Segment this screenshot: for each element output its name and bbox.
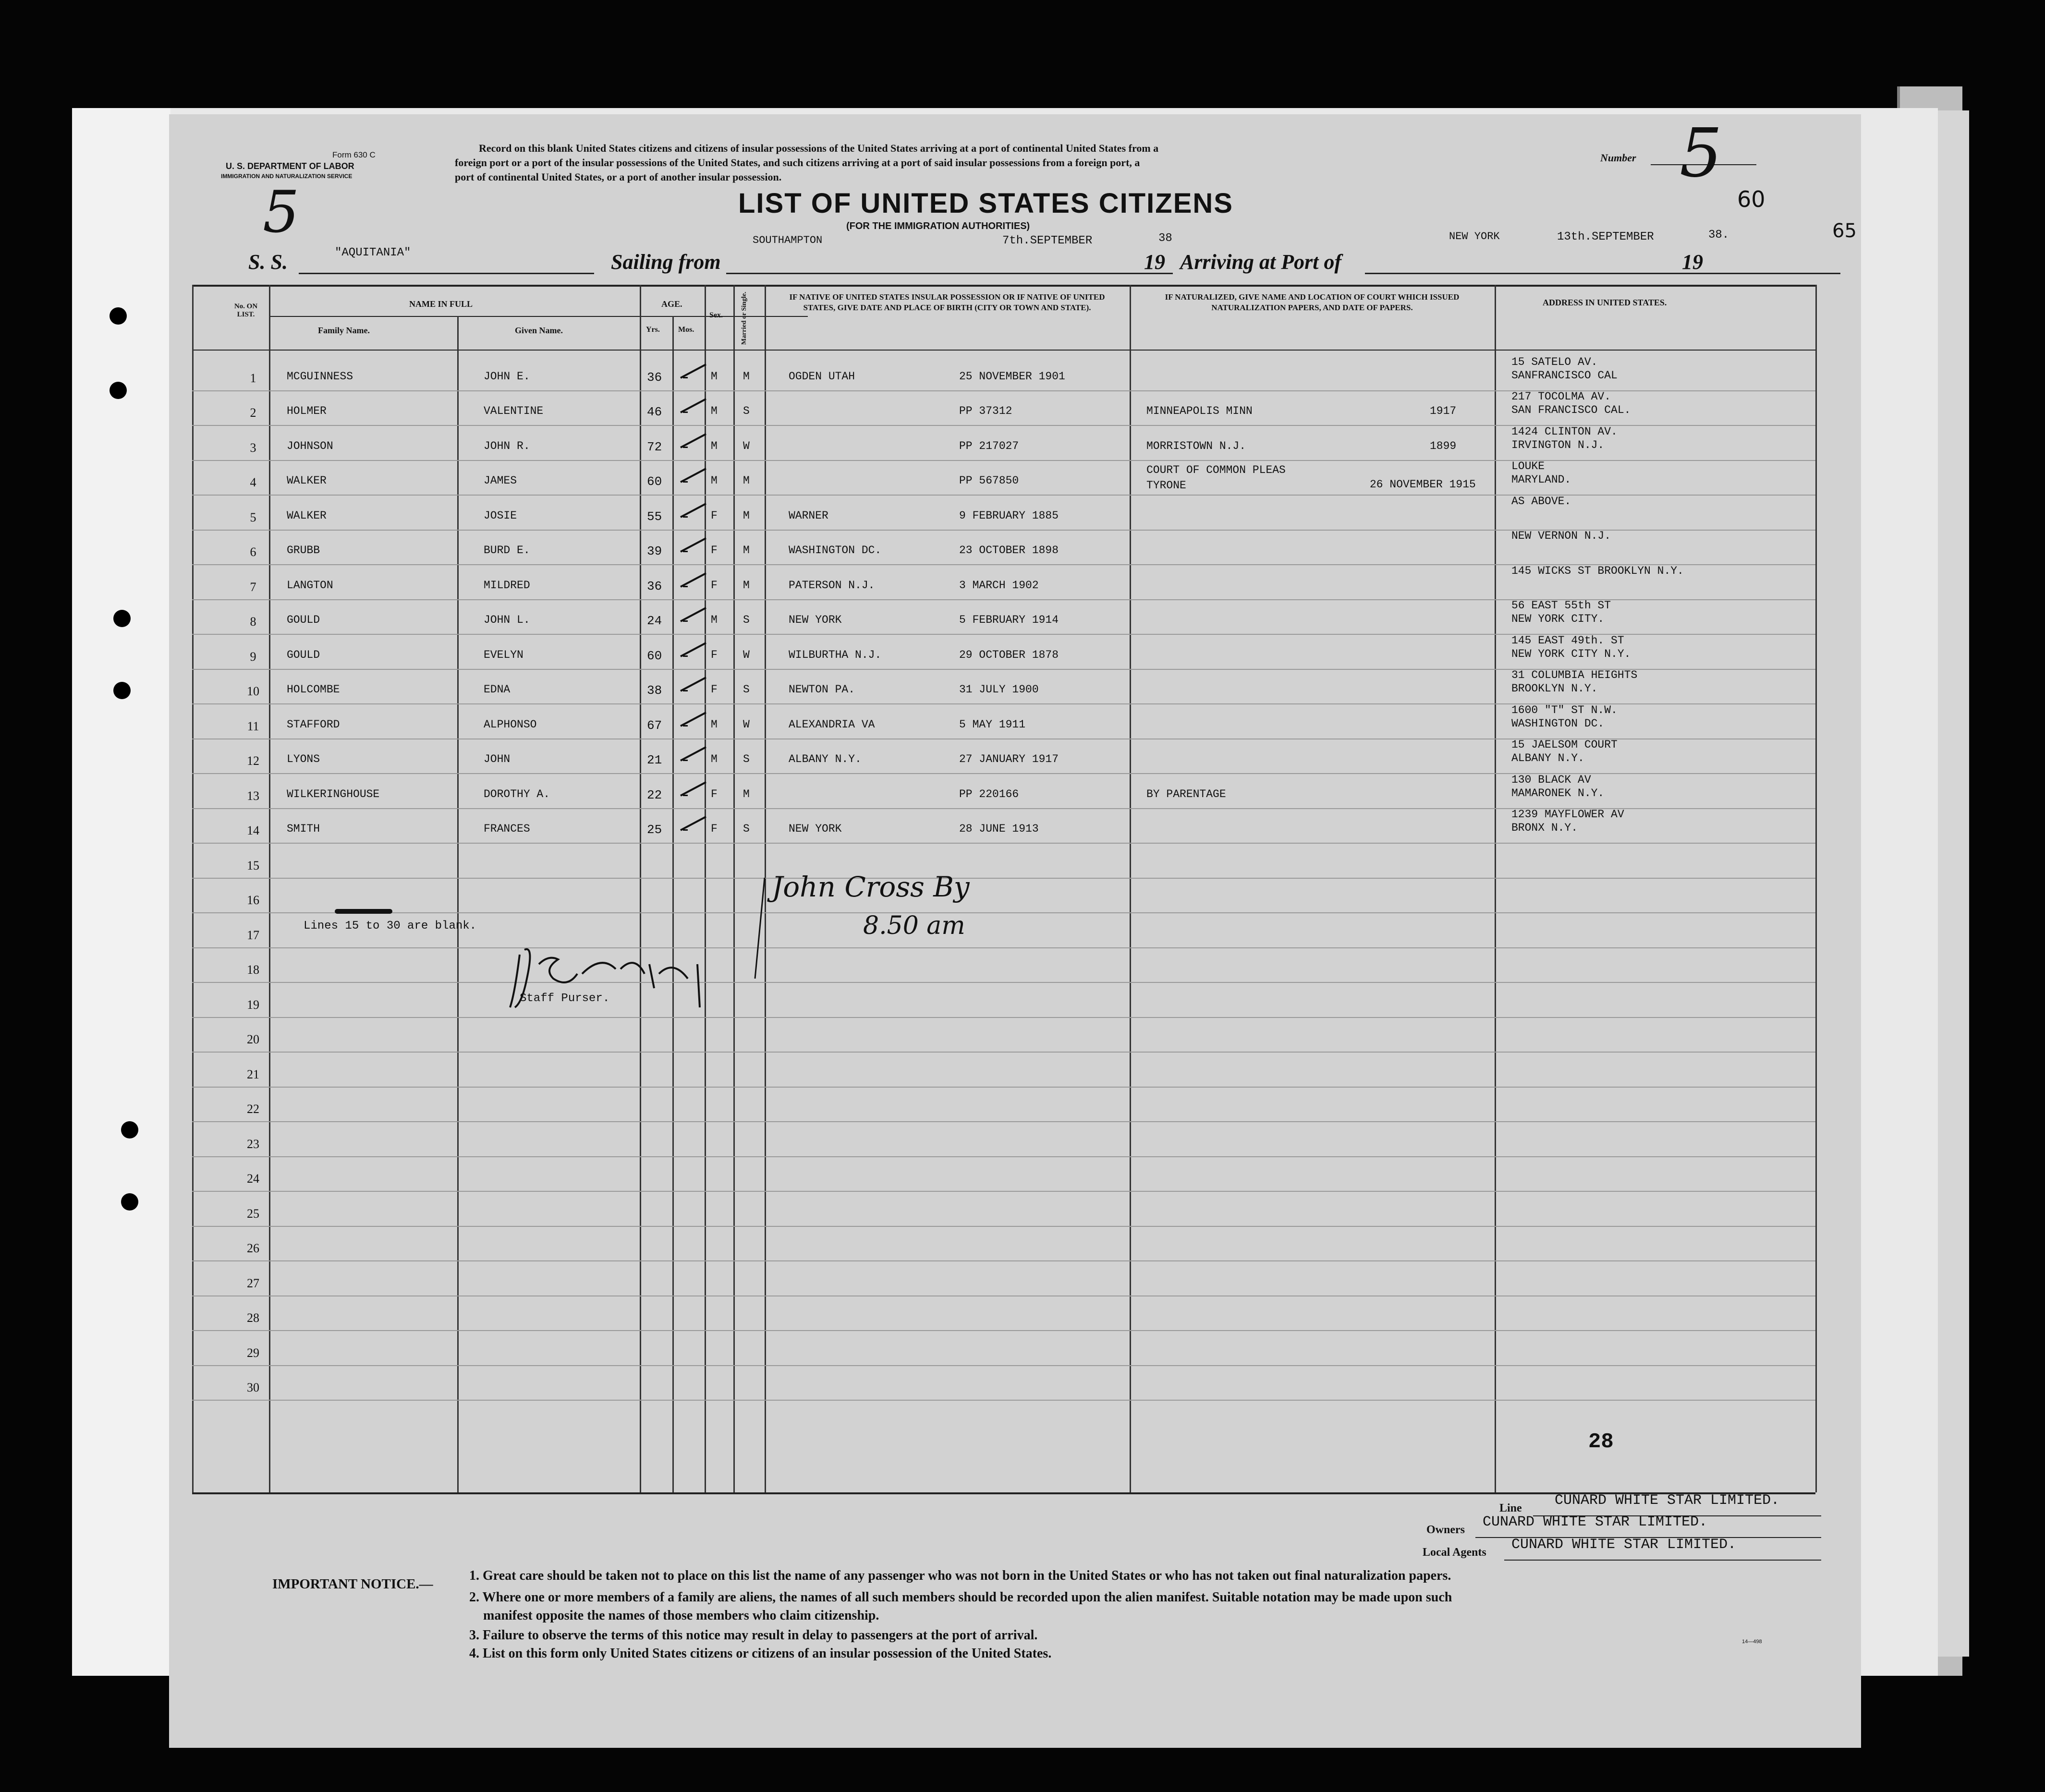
check-mark	[680, 363, 706, 379]
family-name: JOHNSON	[287, 440, 333, 452]
check-mark	[680, 433, 706, 448]
row-rule	[192, 1121, 1815, 1122]
blank-row-number: 20	[247, 1032, 259, 1046]
blank-row-number: 15	[247, 859, 259, 872]
notice-item-2b: manifest opposite the names of those members who claim citizenship.	[483, 1608, 879, 1623]
given-name: JOHN R.	[484, 440, 530, 452]
given-name: EDNA	[484, 683, 511, 696]
row-rule	[192, 912, 1815, 913]
blank-row-number: 26	[247, 1241, 259, 1255]
address-line-1: LOUKE	[1511, 460, 1545, 472]
check-mark	[680, 468, 706, 483]
arriving-label: Arriving at Port of	[1180, 250, 1342, 274]
col-line	[733, 285, 735, 1492]
naturalization-place: MORRISTOWN N.J.	[1146, 440, 1246, 452]
sex: F	[711, 509, 718, 522]
col-line	[672, 316, 674, 1492]
col-header-family: Family Name.	[318, 326, 370, 335]
col-header-address: ADDRESS IN UNITED STATES.	[1543, 298, 1667, 307]
citizens-list-form	[169, 114, 1861, 1748]
family-name: WALKER	[287, 509, 327, 522]
col-header-age: AGE.	[661, 299, 682, 309]
address-line-2: BRONX N.Y.	[1511, 822, 1578, 834]
marital-status: W	[743, 440, 750, 452]
check-mark	[680, 642, 706, 657]
address-line-2: SAN FRANCISCO CAL.	[1511, 404, 1631, 416]
row-rule	[192, 460, 1815, 461]
marital-status: S	[743, 823, 750, 835]
row-number: 14	[247, 823, 259, 837]
row-number: 5	[250, 510, 256, 524]
naturalization-place: BY PARENTAGE	[1146, 788, 1226, 800]
address-line-1: 15 JAELSOM COURT	[1511, 739, 1618, 751]
given-name: MILDRED	[484, 579, 530, 592]
birth-date: PP 217027	[959, 440, 1019, 452]
form-title: LIST OF UNITED STATES CITIZENS	[738, 188, 1233, 219]
col-line	[640, 285, 641, 1492]
notice-item-2: 2. Where one or more members of a family are aliens, the names of all such members should be recorded upon the alien manifest. Suitable notation may be made upon such	[469, 1590, 1452, 1605]
age-years: 22	[647, 788, 662, 802]
col-line	[705, 285, 706, 1492]
birth-place: PATERSON N.J.	[789, 579, 875, 592]
address-line-1: 1600 "T" ST N.W.	[1511, 704, 1618, 716]
agents-rule	[1504, 1560, 1821, 1561]
blank-row-number: 29	[247, 1346, 259, 1360]
row-rule	[192, 1365, 1815, 1366]
birth-place: WARNER	[789, 509, 828, 522]
row-number: 10	[247, 684, 259, 698]
row-rule	[192, 982, 1815, 983]
birth-date: 28 JUNE 1913	[959, 823, 1039, 835]
given-name: ALPHONSO	[484, 718, 537, 731]
given-name: VALENTINE	[484, 405, 544, 417]
age-years: 72	[647, 440, 662, 454]
marital-status: S	[743, 683, 750, 696]
sex: F	[711, 544, 718, 557]
family-name: MCGUINNESS	[287, 370, 353, 383]
marital-status: M	[743, 544, 750, 557]
marital-status: W	[743, 718, 750, 731]
row-rule	[192, 843, 1815, 844]
ship-name: "AQUITANIA"	[335, 246, 411, 259]
given-name: BURD E.	[484, 544, 530, 557]
sex: F	[711, 788, 718, 800]
given-name: EVELYN	[484, 649, 523, 661]
birth-date: PP 567850	[959, 474, 1019, 487]
page-mark-5: 5	[263, 179, 300, 246]
header-bottom-rule	[192, 350, 1815, 351]
address-line-2: NEW YORK CITY.	[1511, 613, 1605, 625]
row-number: 9	[250, 650, 256, 664]
col-line	[269, 285, 270, 1492]
name-subheader-rule	[270, 316, 808, 317]
family-name: GOULD	[287, 649, 320, 661]
family-name: SMITH	[287, 823, 320, 835]
marital-status: M	[743, 579, 750, 592]
col-line	[1130, 285, 1131, 1492]
row-rule	[192, 1226, 1815, 1227]
birth-date: 25 NOVEMBER 1901	[959, 370, 1065, 383]
col-line	[1815, 285, 1817, 1492]
marital-status: S	[743, 753, 750, 765]
form-header	[169, 114, 1861, 285]
family-name: HOLCOMBE	[287, 683, 340, 696]
sex: F	[711, 823, 718, 835]
check-mark	[680, 712, 706, 727]
col-header-sex: Sex.	[709, 311, 723, 319]
family-name: LANGTON	[287, 579, 333, 592]
row-number: 3	[250, 441, 256, 455]
address-line-2: BROOKLYN N.Y.	[1511, 682, 1598, 695]
arriving-rule	[1365, 273, 1840, 274]
notice-item-1: 1. Great care should be taken not to place on this list the name of any passenger who was not born in the United States or who has not taken out final naturalization papers.	[469, 1568, 1451, 1583]
sex: M	[711, 718, 718, 731]
blank-row-number: 28	[247, 1311, 259, 1325]
check-mark	[680, 677, 706, 692]
notice-item-3: 3. Failure to observe the terms of this notice may result in delay to passengers at the port of arrival.	[469, 1628, 1038, 1643]
col-header-given: Given Name.	[515, 326, 563, 335]
age-years: 55	[647, 509, 662, 524]
family-name: WILKERINGHOUSE	[287, 788, 380, 800]
check-mark	[680, 816, 706, 831]
agents-label: Local Agents	[1423, 1546, 1486, 1559]
age-years: 67	[647, 718, 662, 733]
naturalization-place: MINNEAPOLIS MINN	[1146, 405, 1253, 417]
blank-row-number: 21	[247, 1067, 259, 1081]
given-name: JOHN	[484, 753, 511, 765]
row-number: 8	[250, 615, 256, 629]
birth-date: 29 OCTOBER 1878	[959, 649, 1059, 661]
line-label: Line	[1499, 1502, 1522, 1514]
check-mark	[680, 503, 706, 518]
family-name: LYONS	[287, 753, 320, 765]
punch-hole	[113, 610, 131, 627]
birth-place: NEWTON PA.	[789, 683, 855, 696]
strike-mark	[335, 909, 392, 914]
blank-row-number: 27	[247, 1276, 259, 1290]
address-line-1: 130 BLACK AV	[1511, 774, 1591, 786]
row-rule	[192, 947, 1815, 948]
sex: F	[711, 649, 718, 661]
age-years: 21	[647, 753, 662, 767]
port-from: SOUTHAMPTON	[753, 234, 823, 246]
address-line-2: SANFRANCISCO CAL	[1511, 369, 1618, 382]
binding-strip	[72, 108, 170, 1676]
family-name: GRUBB	[287, 544, 320, 557]
age-years: 38	[647, 683, 662, 698]
age-years: 36	[647, 370, 662, 385]
naturalization-place: COURT OF COMMON PLEAS	[1146, 464, 1286, 476]
birth-date: 5 MAY 1911	[959, 718, 1026, 731]
given-name: JOSIE	[484, 509, 517, 522]
punch-hole	[110, 382, 127, 399]
instruction-line-2: foreign port or a port of the insular possessions of the United States, and such citizens arriving at a port of said insular possessions from a foreign port, a	[455, 157, 1140, 169]
col-line	[192, 285, 194, 1492]
year-prefix-from: 19	[1144, 250, 1165, 274]
birth-place: ALEXANDRIA VA	[789, 718, 875, 731]
page-mark-60: 60	[1737, 186, 1765, 212]
address-line-1: 217 TOCOLMA AV.	[1511, 390, 1611, 403]
birth-date: PP 37312	[959, 405, 1012, 417]
year-prefix-to: 19	[1682, 250, 1703, 274]
staff-purser-title: Staff Purser.	[520, 992, 610, 1005]
sex: M	[711, 753, 718, 765]
blank-row-number: 17	[247, 928, 259, 942]
marital-status: W	[743, 649, 750, 661]
table-top-rule	[192, 285, 1815, 287]
row-rule	[192, 878, 1815, 879]
owners-label: Owners	[1426, 1524, 1465, 1536]
age-years: 46	[647, 405, 662, 419]
birth-date: 9 FEBRUARY 1885	[959, 509, 1059, 522]
blank-row-number: 25	[247, 1207, 259, 1221]
notice-label: IMPORTANT NOTICE.—	[272, 1576, 433, 1592]
check-mark	[680, 537, 706, 553]
naturalization-date: 1899	[1430, 440, 1457, 452]
line-value: CUNARD WHITE STAR LIMITED.	[1555, 1492, 1780, 1509]
age-years: 39	[647, 544, 662, 558]
address-line-2: MARYLAND.	[1511, 473, 1571, 486]
age-years: 60	[647, 474, 662, 489]
address-line-1: 56 EAST 55th ST	[1511, 599, 1611, 612]
check-mark	[680, 746, 706, 762]
year-from: 38	[1158, 232, 1172, 245]
row-rule	[192, 1156, 1815, 1157]
punch-hole	[121, 1193, 138, 1211]
row-rule	[192, 1330, 1815, 1331]
marital-status: M	[743, 509, 750, 522]
address-line-1: 145 WICKS ST BROOKLYN N.Y.	[1511, 565, 1684, 577]
age-years: 60	[647, 649, 662, 663]
address-line-1: AS ABOVE.	[1511, 495, 1571, 508]
row-number: 11	[247, 719, 259, 733]
col-header-naturalized: IF NATURALIZED, GIVE NAME AND LOCATION OF COURT WHICH ISSUED NATURALIZATION PAPERS, AND DATE OF PAPERS.	[1165, 292, 1460, 312]
check-mark	[680, 781, 706, 797]
address-line-2: WASHINGTON DC.	[1511, 717, 1605, 730]
sailing-from-label: Sailing from	[611, 250, 721, 274]
row-rule	[192, 1191, 1815, 1192]
col-line	[1495, 285, 1496, 1492]
number-handwritten: 5	[1680, 114, 1723, 193]
col-header-married: Married or Single.	[741, 291, 748, 345]
blank-row-number: 23	[247, 1137, 259, 1151]
department: U. S. DEPARTMENT OF LABOR	[226, 161, 354, 171]
instruction-line-1: Record on this blank United States citizens and citizens of insular possessions of the United States arriving at a port of continental United States from a	[479, 142, 1159, 154]
notice-item-4: 4. List on this form only United States citizens or citizens of an insular possession of the United States.	[469, 1646, 1052, 1661]
port-to: NEW YORK	[1449, 230, 1500, 242]
page-mark-65: 65	[1832, 220, 1857, 242]
address-line-2: MAMARONEK N.Y.	[1511, 787, 1605, 799]
address-line-1: 31 COLUMBIA HEIGHTS	[1511, 669, 1638, 681]
row-number: 7	[250, 580, 256, 594]
check-mark	[680, 572, 706, 588]
row-number: 13	[247, 789, 259, 803]
sex: F	[711, 579, 718, 592]
agents-value: CUNARD WHITE STAR LIMITED.	[1511, 1537, 1737, 1553]
blank-row-number: 24	[247, 1172, 259, 1186]
birth-place: OGDEN UTAH	[789, 370, 855, 383]
punch-hole	[110, 307, 127, 325]
row-number: 12	[247, 754, 259, 768]
sex: M	[711, 474, 718, 487]
birth-date: 5 FEBRUARY 1914	[959, 614, 1059, 626]
row-number: 6	[250, 545, 256, 559]
age-years: 36	[647, 579, 662, 593]
row-rule	[192, 1052, 1815, 1053]
number-label: Number	[1600, 152, 1636, 164]
col-header-no: No. ON LIST.	[234, 303, 258, 318]
row-rule	[192, 1400, 1815, 1401]
family-name: HOLMER	[287, 405, 327, 417]
annotation-line-2: 8.50 am	[863, 911, 965, 940]
date-from: 7th.SEPTEMBER	[1002, 234, 1093, 247]
marital-status: M	[743, 788, 750, 800]
sex: M	[711, 370, 718, 383]
col-header-mos: Mos.	[678, 326, 694, 334]
birth-place: ALBANY N.Y.	[789, 753, 862, 765]
address-line-1: 15 SATELO AV.	[1511, 356, 1598, 368]
col-header-birth: IF NATIVE OF UNITED STATES INSULAR POSSESSION OR IF NATIVE OF UNITED STATES, GIVE DATE AND PLACE OF BIRTH (CITY OR TOWN AND STATE).	[789, 292, 1105, 312]
service: IMMIGRATION AND NATURALIZATION SERVICE	[221, 173, 353, 180]
row-rule	[192, 1087, 1815, 1088]
sex: F	[711, 683, 718, 696]
instruction-line-3: port of continental United States, or a port of another insular possession.	[455, 171, 782, 183]
birth-place: NEW YORK	[789, 823, 842, 835]
row-rule	[192, 1017, 1815, 1018]
sex: M	[711, 614, 718, 626]
family-name: WALKER	[287, 474, 327, 487]
punch-hole	[121, 1121, 138, 1138]
form-number: Form 630 C	[332, 150, 376, 159]
row-number: 2	[250, 406, 256, 420]
family-name: STAFFORD	[287, 718, 340, 731]
col-line	[457, 316, 459, 1492]
owners-value: CUNARD WHITE STAR LIMITED.	[1483, 1514, 1708, 1530]
naturalization-place-2: TYRONE	[1146, 479, 1186, 492]
given-name: FRANCES	[484, 823, 530, 835]
given-name: JAMES	[484, 474, 517, 487]
marital-status: M	[743, 370, 750, 383]
punch-hole	[113, 682, 131, 699]
row-number: 4	[250, 475, 256, 489]
ship-rule	[299, 273, 594, 274]
blank-row-number: 19	[247, 998, 259, 1012]
age-years: 25	[647, 823, 662, 837]
print-code: 14—498	[1742, 1639, 1762, 1645]
sex: M	[711, 440, 718, 452]
given-name: JOHN E.	[484, 370, 530, 383]
address-line-2: NEW YORK CITY N.Y.	[1511, 648, 1631, 660]
family-name: GOULD	[287, 614, 320, 626]
col-header-yrs: Yrs.	[646, 326, 660, 334]
form-subtitle: (FOR THE IMMIGRATION AUTHORITIES)	[846, 221, 1030, 231]
check-mark	[680, 398, 706, 413]
year-to: 38.	[1708, 229, 1729, 242]
blank-lines-note: Lines 15 to 30 are blank.	[304, 920, 477, 932]
address-line-1: 1424 CLINTON AV.	[1511, 425, 1618, 438]
birth-place: WASHINGTON DC.	[789, 544, 882, 557]
birth-date: 27 JANUARY 1917	[959, 753, 1059, 765]
row-rule	[192, 1260, 1815, 1261]
given-name: DOROTHY A.	[484, 788, 550, 800]
birth-place: NEW YORK	[789, 614, 842, 626]
row-rule	[192, 495, 1815, 496]
birth-date: 31 JULY 1900	[959, 683, 1039, 696]
given-name: JOHN L.	[484, 614, 530, 626]
col-header-name: NAME IN FULL	[409, 299, 473, 309]
naturalization-date: 1917	[1430, 405, 1457, 417]
blank-row-number: 16	[247, 893, 259, 907]
naturalization-date: 26 NOVEMBER 1915	[1370, 478, 1476, 491]
birth-date: 23 OCTOBER 1898	[959, 544, 1059, 557]
marital-status: S	[743, 405, 750, 417]
address-line-1: 1239 MAYFLOWER AV	[1511, 808, 1624, 821]
birth-place: WILBURTHA N.J.	[789, 649, 882, 661]
date-to: 13th.SEPTEMBER	[1557, 230, 1654, 243]
marital-status: S	[743, 614, 750, 626]
annotation-line-1: John Cross By	[772, 871, 970, 903]
sex: M	[711, 405, 718, 417]
sailing-rule	[726, 273, 1173, 274]
blank-row-number: 22	[247, 1102, 259, 1116]
row-number: 1	[250, 371, 256, 385]
address-mark: 28	[1588, 1430, 1614, 1454]
marital-status: M	[743, 474, 750, 487]
check-mark	[680, 607, 706, 622]
ss-label: S. S.	[248, 250, 288, 274]
address-line-2: ALBANY N.Y.	[1511, 752, 1584, 764]
address-line-1: NEW VERNON N.J.	[1511, 530, 1611, 542]
address-line-2: IRVINGTON N.J.	[1511, 439, 1605, 451]
birth-date: 3 MARCH 1902	[959, 579, 1039, 592]
address-line-1: 145 EAST 49th. ST	[1511, 634, 1624, 647]
birth-date: PP 220166	[959, 788, 1019, 800]
blank-row-number: 18	[247, 963, 259, 977]
age-years: 24	[647, 614, 662, 628]
blank-row-number: 30	[247, 1380, 259, 1394]
